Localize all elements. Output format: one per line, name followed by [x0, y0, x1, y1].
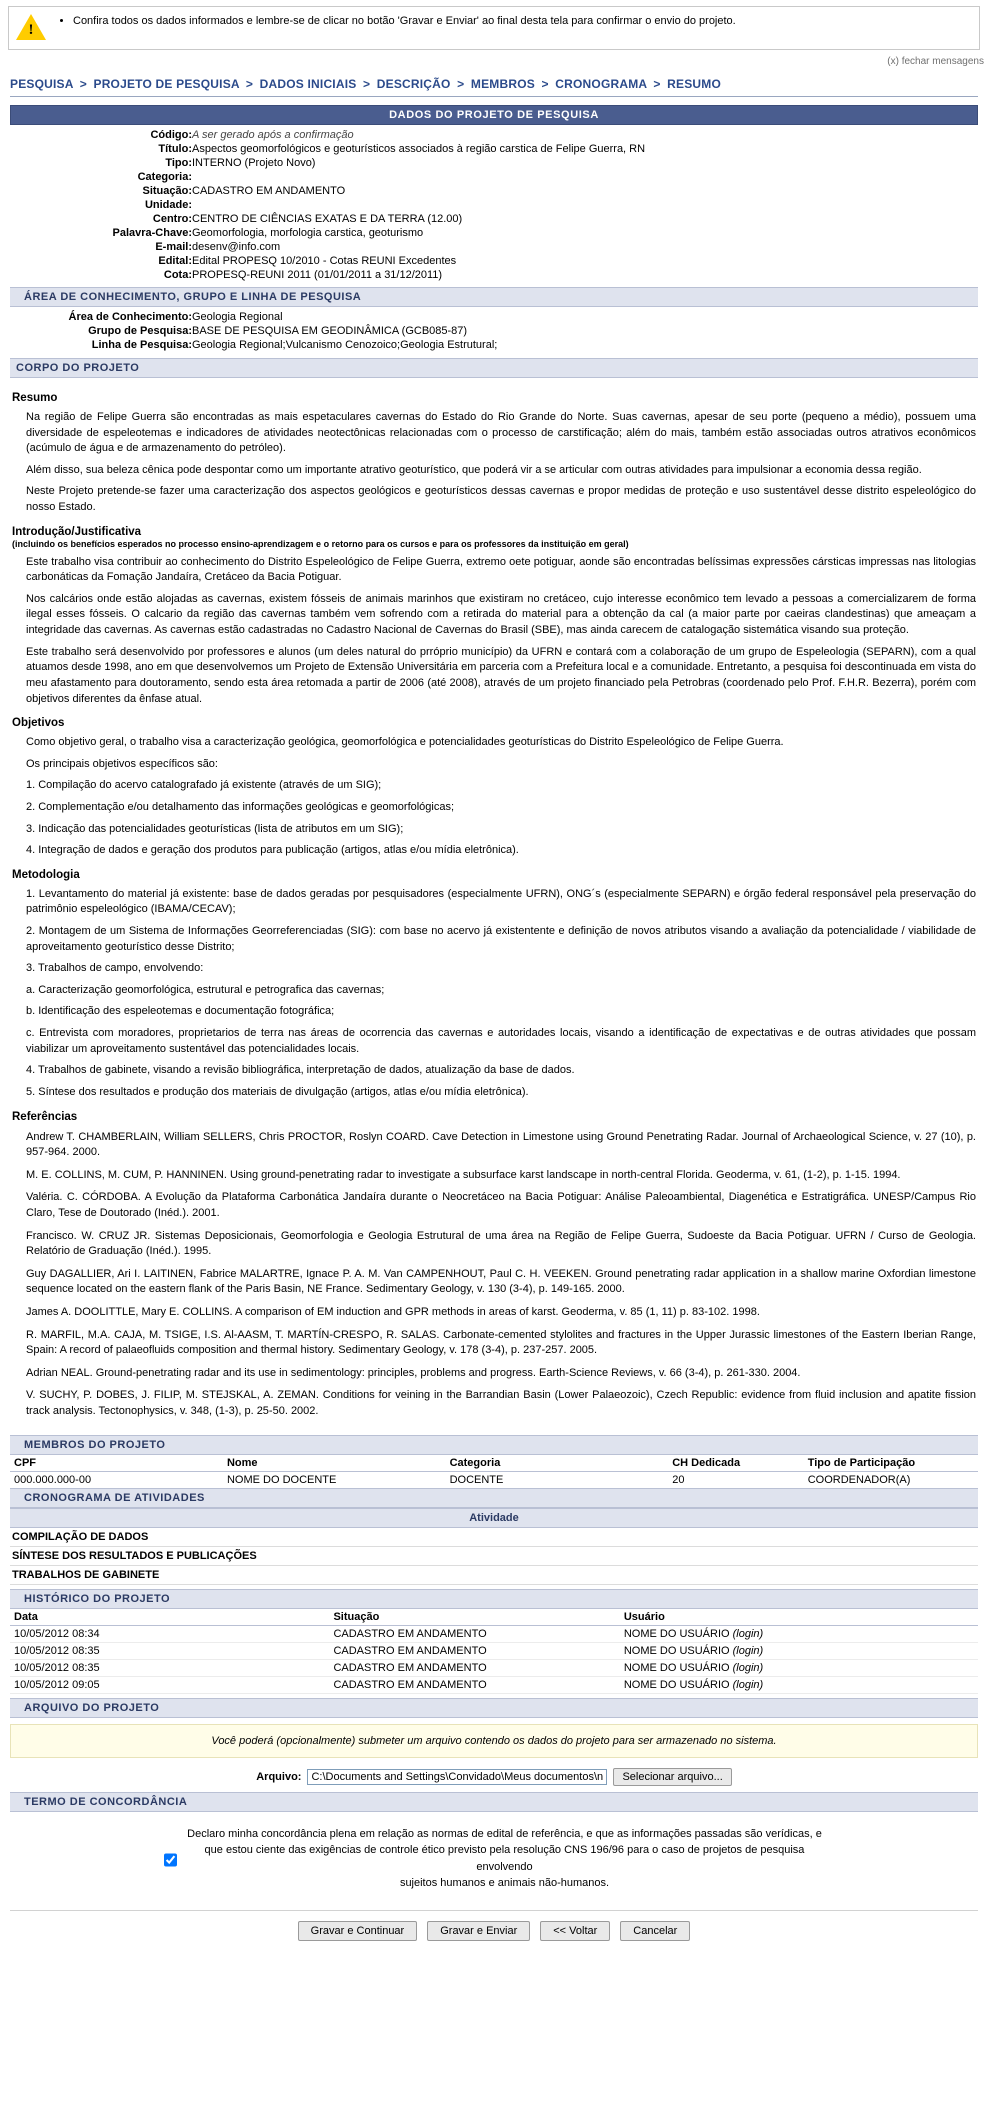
cell-situacao: CADASTRO EM ANDAMENTO: [329, 1659, 619, 1676]
metodologia-paragraph: c. Entrevista com moradores, proprietarios de terra nas áreas de ocorrencia das cavernas e autoridades locais, visando a identificação de expectativas e de outras atividades que possam viabilizar um aproveitamento sustentável das potencialidades locais.: [26, 1027, 976, 1055]
usuario-login: (login): [732, 1661, 764, 1674]
field-value: BASE DE PESQUISA EM GEODINÂMICA (GCB085-87): [192, 325, 468, 337]
atividade-row: TRABALHOS DE GABINETE: [10, 1566, 978, 1585]
resumo-paragraph: Além disso, sua beleza cênica pode despontar como um importante atrativo geoturístico, que poderá vir a se articular com outras atividades para impulsionar a economia dessa região.: [26, 463, 922, 476]
usuario-nome: NOME DO USUÁRIO: [623, 1627, 730, 1640]
objetivos-title: Objetivos: [12, 717, 65, 730]
field-value: Geomorfologia, morfologia carstica, geoturismo: [192, 227, 424, 239]
breadcrumb-separator: >: [653, 77, 661, 91]
section-header-area-conhecimento: ÁREA DE CONHECIMENTO, GRUPO E LINHA DE PESQUISA: [10, 287, 978, 307]
arquivo-upload-row: [10, 1758, 978, 1792]
field-label: Edital:: [158, 255, 192, 267]
cell-usuario: [620, 1625, 978, 1642]
table-row: [10, 1625, 978, 1642]
section-header-termo: TERMO DE CONCORDÂNCIA: [10, 1792, 978, 1812]
cell-categoria: DOCENTE: [449, 1473, 504, 1486]
usuario-nome: NOME DO USUÁRIO: [623, 1661, 730, 1674]
page-root: [0, 6, 988, 1955]
dados-projeto-fields: [10, 128, 978, 282]
col-cpf: CPF: [10, 1455, 223, 1472]
objetivos-paragraph: 1. Compilação do acervo catalografado já existente (através de um SIG);: [26, 779, 382, 792]
arquivo-label: Arquivo:: [256, 1770, 302, 1783]
field-value: Edital PROPESQ 10/2010 - Cotas REUNI Excedentes: [192, 255, 457, 267]
breadcrumb-item-6[interactable]: RESUMO: [667, 77, 722, 91]
breadcrumb: [10, 77, 978, 97]
breadcrumb-item-0[interactable]: PESQUISA: [10, 77, 74, 91]
field-row: [10, 128, 978, 142]
introducao-subtitle: (incluindo os benefícios esperados no processo ensino-aprendizagem e o retorno para os cursos e para os professores da instituição em geral): [12, 538, 629, 549]
termo-line-2: que estou ciente das exigências de controle ético previsto pela resolução CNS 196/96 para o caso de projetos de pesquisa envolvendo: [204, 1844, 805, 1873]
field-row: [10, 254, 978, 268]
metodologia-paragraph: b. Identificação des espeleotemas e documentação fotográfica;: [26, 1005, 335, 1018]
usuario-login: (login): [732, 1678, 764, 1691]
usuario-login: (login): [732, 1644, 764, 1657]
table-header-row: [10, 1609, 978, 1626]
breadcrumb-item-2[interactable]: DADOS INICIAIS: [259, 77, 357, 91]
metodologia-paragraph: 4. Trabalhos de gabinete, visando a revisão bibliográfica, interpretação de dados, atualização da base de dados.: [26, 1064, 575, 1077]
table-header-row: [10, 1455, 978, 1472]
alert-banner: [8, 6, 980, 50]
field-row: [10, 310, 978, 324]
cell-usuario: [620, 1642, 978, 1659]
breadcrumb-separator: >: [79, 77, 87, 91]
termo-checkbox[interactable]: [164, 1828, 177, 1892]
table-row: [10, 1471, 978, 1488]
cell-cpf: 000.000.000-00: [14, 1473, 92, 1486]
field-value: [192, 170, 978, 184]
cell-data: 10/05/2012 08:35: [10, 1659, 329, 1676]
col-ch-dedicada: CH Dedicada: [668, 1455, 804, 1472]
membros-table: [10, 1455, 978, 1488]
field-value: [192, 198, 978, 212]
field-row: [10, 170, 978, 184]
arquivo-note-emphasis: (opcionalmente): [276, 1734, 356, 1747]
objetivos-paragraph: 3. Indicação das potencialidades geoturísticas (lista de atributos em um SIG);: [26, 822, 404, 835]
atividade-row: COMPILAÇÃO DE DADOS: [10, 1528, 978, 1547]
field-label: Área de Conhecimento:: [68, 311, 192, 323]
field-label: Título:: [158, 143, 192, 155]
field-value: PROPESQ-REUNI 2011 (01/01/2011 a 31/12/2011): [192, 269, 443, 281]
field-label: Unidade:: [144, 199, 192, 211]
atividade-row: SÍNTESE DOS RESULTADOS E PUBLICAÇÕES: [10, 1547, 978, 1566]
metodologia-paragraph: 1. Levantamento do material já existente: base de dados geradas por pesquisadores (especialmente UFRN), ONG´s (especialmente SEPARN) e órgão federal responsável pela preservação do patrimônio espeleológico (IBAMA/CECAV);: [26, 887, 976, 916]
table-row: [10, 1659, 978, 1676]
objetivos-paragraph: 4. Integração de dados e geração dos produtos para publicação (artigos, atlas e/ou mídia eletrônica).: [26, 844, 519, 857]
breadcrumb-separator: >: [541, 77, 549, 91]
breadcrumb-separator: >: [245, 77, 254, 91]
cancelar-button[interactable]: Cancelar: [620, 1921, 690, 1941]
referencias-title: Referências: [12, 1110, 78, 1123]
field-value: CENTRO DE CIÊNCIAS EXATAS E DA TERRA (12.00): [192, 213, 463, 225]
cell-nome: NOME DO DOCENTE: [226, 1473, 337, 1486]
field-row: [10, 240, 978, 254]
field-row: [10, 184, 978, 198]
alert-message: • Confira todos os dados informados e lembre-se de clicar no botão 'Gravar e Enviar' ao final desta tela para confirmar o envio do projeto.: [73, 14, 971, 30]
metodologia-paragraph: a. Caracterização geomorfológica, estrutural e petrografica das cavernas;: [26, 983, 385, 996]
field-row: [10, 324, 978, 338]
termo-line-1: Declaro minha concordância plena em relação as normas de edital de referência, e que as informações passadas são verídicas, e: [187, 1827, 822, 1840]
introducao-paragraph: Este trabalho será desenvolvido por professores e alunos (um deles natural do prróprio município) da UFRN e contará com a colaboração de um grupo de Espeleologia (SEPARN), com a qual atuamos desde 1998, ano em que desenvolvemos um Projeto de Extensão Universitária em parceria com a Prefeitura local e a comunidade. Entretanto, a pesquisa foi descontinuada em vista do meu afastamento para doutoramento, sendo esta área retomada a partir de 2006 (até 2008), através de um projeto financiado pela Petrobras (coordenado pelo Prof. F.H.R. Bezerra), porém com objetivos diferentes da ênfase atual.: [26, 645, 976, 705]
referencia-item: Adrian NEAL. Ground-penetrating radar and its use in sedimentology: principles, problems and progress. Earth-Science Reviews, v. 66 (3-4), p. 261-330. 2004.: [26, 1366, 801, 1379]
referencia-item: M. E. COLLINS, M. CUM, P. HANNINEN. Using ground-penetrating radar to investigate a subsurface karst landscape in north-central Florida. Geoderma, v. 61, (1-2), p. 1-15. 1994.: [26, 1168, 901, 1181]
cell-tipo: COORDENADOR(A): [807, 1473, 911, 1486]
field-label: Centro:: [152, 213, 192, 225]
objetivos-paragraph: 2. Complementação e/ou detalhamento das informações geológicas e geomorfológicas;: [26, 800, 455, 813]
usuario-login: (login): [732, 1627, 764, 1640]
arquivo-note: [10, 1724, 978, 1758]
metodologia-paragraph: 3. Trabalhos de campo, envolvendo:: [26, 962, 204, 975]
cell-situacao: CADASTRO EM ANDAMENTO: [329, 1642, 619, 1659]
introducao-paragraph: Nos calcários onde estão alojadas as cavernas, existem fósseis de animais marinhos que existiram no cretáceo, cujo interesse econômico tem levado a pessoas a comercializarem de forma ilegal esses fósseis. O calcario da região das cavernas também vem sofrendo com a retirada do material para a obtenção da cal (a maior parte por caeiras clandestinas) que ameaçam a integridade das cavernas. As cavernas estão cadastradas no Cadastro Nacional de Cavernas do Brasil (SBE), mas ainda carecem de catalogação sistemática visando sua proteção.: [26, 592, 976, 637]
field-row: [10, 156, 978, 170]
metodologia-title: Metodologia: [12, 868, 80, 881]
referencia-item: Valéria. C. CÓRDOBA. A Evolução da Plataforma Carbonática Jandaíra durante o Neocretáceo na Bacia Potiguar: Análise Paleoambiental, Diagenética e Estratigráfica. UNESP/Campus Rio Claro, Tese de Doutorado (Inéd.). 2001.: [26, 1191, 976, 1219]
cell-data: 10/05/2012 08:34: [10, 1625, 329, 1642]
objetivos-paragraph: Os principais objetivos específicos são:: [26, 757, 218, 770]
historico-table: [10, 1609, 978, 1694]
usuario-nome: NOME DO USUÁRIO: [623, 1644, 730, 1657]
field-label: Situação:: [142, 185, 192, 197]
resumo-paragraph: Na região de Felipe Guerra são encontradas as mais espetaculares cavernas do Estado do Rio Grande do Norte. Suas cavernas, apesar de seu porte (pequeno a médio), possuem uma diversidade de espeleotemas e indicadores de atividades neotectônicas relacionadas com o processo de carstificação; além do mais, também estão associadas outros atrativos econômicos (acúmulo de água e de armazenamento do petróleo).: [26, 411, 976, 455]
cell-data: 10/05/2012 08:35: [10, 1642, 329, 1659]
warning-icon: !: [15, 13, 49, 43]
field-label: Cota:: [163, 269, 192, 281]
cell-situacao: CADASTRO EM ANDAMENTO: [329, 1676, 619, 1693]
breadcrumb-item-1[interactable]: PROJETO DE PESQUISA: [93, 77, 240, 91]
section-header-arquivo: ARQUIVO DO PROJETO: [10, 1698, 978, 1718]
table-row: [10, 1676, 978, 1693]
field-row: [10, 268, 978, 282]
arquivo-note-pre: Você poderá: [211, 1734, 277, 1747]
field-value: CADASTRO EM ANDAMENTO: [192, 185, 346, 197]
metodologia-paragraph: 5. Síntese dos resultados e produção dos materiais de divulgação (artigos, atlas e/ou mídia eletrônica).: [26, 1085, 529, 1098]
section-header-membros: MEMBROS DO PROJETO: [10, 1435, 978, 1455]
selecionar-arquivo-button[interactable]: Selecionar arquivo...: [613, 1768, 731, 1786]
field-label: Código:: [150, 129, 192, 141]
col-usuario: Usuário: [620, 1609, 978, 1626]
cell-data: 10/05/2012 09:05: [10, 1676, 329, 1693]
cell-usuario: [620, 1659, 978, 1676]
form-actions: [10, 1910, 978, 1955]
col-nome: Nome: [223, 1455, 446, 1472]
cell-situacao: CADASTRO EM ANDAMENTO: [329, 1625, 619, 1642]
field-value: Geologia Regional;Vulcanismo Cenozoico;Geologia Estrutural;: [192, 339, 498, 351]
termo-text: [185, 1826, 825, 1892]
field-label: Linha de Pesquisa:: [91, 339, 192, 351]
col-data: Data: [10, 1609, 329, 1626]
metodologia-paragraph: 2. Montagem de um Sistema de Informações Georreferenciadas (SIG): com base no acervo já existentente e definição de novos atributos visando a avaliação da potencialidade / viabilidade de aproveitamento geoturístico desse Distrito;: [26, 925, 976, 953]
col-categoria: Categoria: [446, 1455, 669, 1472]
cronograma-column-header: Atividade: [10, 1508, 978, 1528]
col-tipo-participacao: Tipo de Participação: [804, 1455, 978, 1472]
referencia-item: R. MARFIL, M.A. CAJA, M. TSIGE, I.S. Al-AASM, T. MARTÍN-CRESPO, R. SALAS. Carbonate-cemented stylolites and fractures in the Upper Jurassic limestones of the Eastern Iberian Range, Spain: A record of palaeofluids composition and thermal history. Sedimentary Geology, v. 178 (3-4), p. 237-257. 2005.: [26, 1328, 976, 1357]
field-value: A ser gerado após a confirmação: [192, 129, 354, 141]
usuario-nome: NOME DO USUÁRIO: [623, 1678, 730, 1691]
referencia-item: Francisco. W. CRUZ JR. Sistemas Deposicionais, Geomorfologia e Geologia Estrutural de uma área na Região de Felipe Guerra, Sudoeste da Bacia Potiguar. UFRN / Curso de Geologia. Relatório de Graduação (Inéd.). 1995.: [26, 1229, 976, 1258]
field-row: [10, 338, 978, 352]
breadcrumb-item-3[interactable]: DESCRIÇÃO: [376, 77, 451, 91]
field-value: Aspectos geomorfológicos e geoturísticos associados à região carstica de Felipe Guerra, RN: [192, 143, 646, 155]
field-row: [10, 212, 978, 226]
field-label: Categoria:: [137, 171, 192, 183]
arquivo-note-post: submeter um arquivo contendo os dados do projeto para ser armazenado no sistema.: [355, 1734, 777, 1747]
table-row: [10, 1642, 978, 1659]
breadcrumb-separator: >: [363, 77, 371, 91]
introducao-paragraph: Este trabalho visa contribuir ao conhecimento do Distrito Espeleológico de Felipe Guerra, extremo oete potiguar, aonde são encontradas belíssimas expressões cársticas impressas nas litologias carbonáticas da Fomação Jandaíra, Cretáceo da Bacia Potiguar.: [26, 555, 976, 584]
arquivo-path-input[interactable]: [307, 1769, 607, 1785]
section-header-cronograma: CRONOGRAMA DE ATIVIDADES: [10, 1488, 978, 1508]
close-messages-label[interactable]: (x) fechar mensagens: [887, 56, 984, 67]
field-value: desenv@info.com: [192, 241, 281, 253]
cell-usuario: [620, 1676, 978, 1693]
voltar-button[interactable]: << Voltar: [540, 1921, 610, 1941]
referencia-item: Andrew T. CHAMBERLAIN, William SELLERS, Chris PROCTOR, Roslyn COARD. Cave Detection in Limestone using Ground Penetrating Radar. Journal of Archaeological Science, v. 27 (10), p. 957-964. 2000.: [26, 1130, 976, 1159]
area-conhecimento-fields: [10, 310, 978, 352]
referencia-item: James A. DOOLITTLE, Mary E. COLLINS. A comparison of EM induction and GPR methods in areas of karst. Geoderma, v. 85 (1, 11) p. 83-102. 1998.: [26, 1305, 760, 1318]
objetivos-paragraph: Como objetivo geral, o trabalho visa a caracterização geológica, geomorfológica e potencialidades geoturísticas do Distrito Espeleológico de Felipe Guerra.: [26, 736, 784, 749]
field-row: [10, 198, 978, 212]
col-situacao: Situação: [329, 1609, 619, 1626]
corpo-projeto-content: [10, 378, 978, 1435]
resumo-paragraph: Neste Projeto pretende-se fazer uma caracterização dos aspectos geológicos e geoturísticos dessas cavernas e propor medidas de proteção e uso sustentável desse distrito espeleológico do nosso Estado.: [26, 485, 976, 514]
alert-message-wrap: [57, 13, 971, 30]
gravar-continuar-button[interactable]: Gravar e Continuar: [298, 1921, 418, 1941]
gravar-enviar-button[interactable]: Gravar e Enviar: [427, 1921, 530, 1941]
section-header-historico: HISTÓRICO DO PROJETO: [10, 1589, 978, 1609]
section-header-dados-projeto: DADOS DO PROJETO DE PESQUISA: [10, 105, 978, 125]
cell-ch: 20: [672, 1473, 685, 1486]
referencia-item: V. SUCHY, P. DOBES, J. FILIP, M. STEJSKAL, A. ZEMAN. Conditions for veining in the Barrandian Basin (Lower Palaeozoic), Czech Republic: evidence from fluid inclusion and apatite fission track analysis. Tectonophysics, v. 348, (1-3), p. 25-50. 2002.: [26, 1389, 976, 1418]
resumo-title: Resumo: [12, 392, 58, 404]
introducao-title: Introdução/Justificativa: [12, 525, 142, 538]
section-header-corpo-projeto: CORPO DO PROJETO: [10, 358, 978, 378]
breadcrumb-item-4[interactable]: MEMBROS: [470, 77, 535, 91]
close-messages-link[interactable]: [0, 50, 988, 67]
termo-concordancia: [10, 1812, 978, 1904]
field-label: Palavra-Chave:: [112, 227, 192, 239]
termo-line-3: sujeitos humanos e animais não-humanos.: [399, 1877, 610, 1890]
field-row: [10, 142, 978, 156]
field-value: Geologia Regional: [192, 311, 283, 323]
breadcrumb-separator: >: [457, 77, 465, 91]
breadcrumb-item-5[interactable]: CRONOGRAMA: [555, 77, 647, 91]
field-label: Tipo:: [165, 157, 192, 169]
field-row: [10, 226, 978, 240]
field-label: Grupo de Pesquisa:: [88, 325, 192, 337]
field-value: INTERNO (Projeto Novo): [192, 157, 316, 169]
referencia-item: Guy DAGALLIER, Ari I. LAITINEN, Fabrice MALARTRE, Ignace P. A. M. Van CAMPENHOUT, Paul C. H. VEEKEN. Ground penetrating radar application in a shallow marine Oxfordian limestone sequence located on the eastern flank of the Paris Basin, NE France. Sedimentary Geology, v. 130 (3-4), p. 149-165. 2000.: [26, 1267, 976, 1296]
field-label: E-mail:: [155, 241, 192, 253]
